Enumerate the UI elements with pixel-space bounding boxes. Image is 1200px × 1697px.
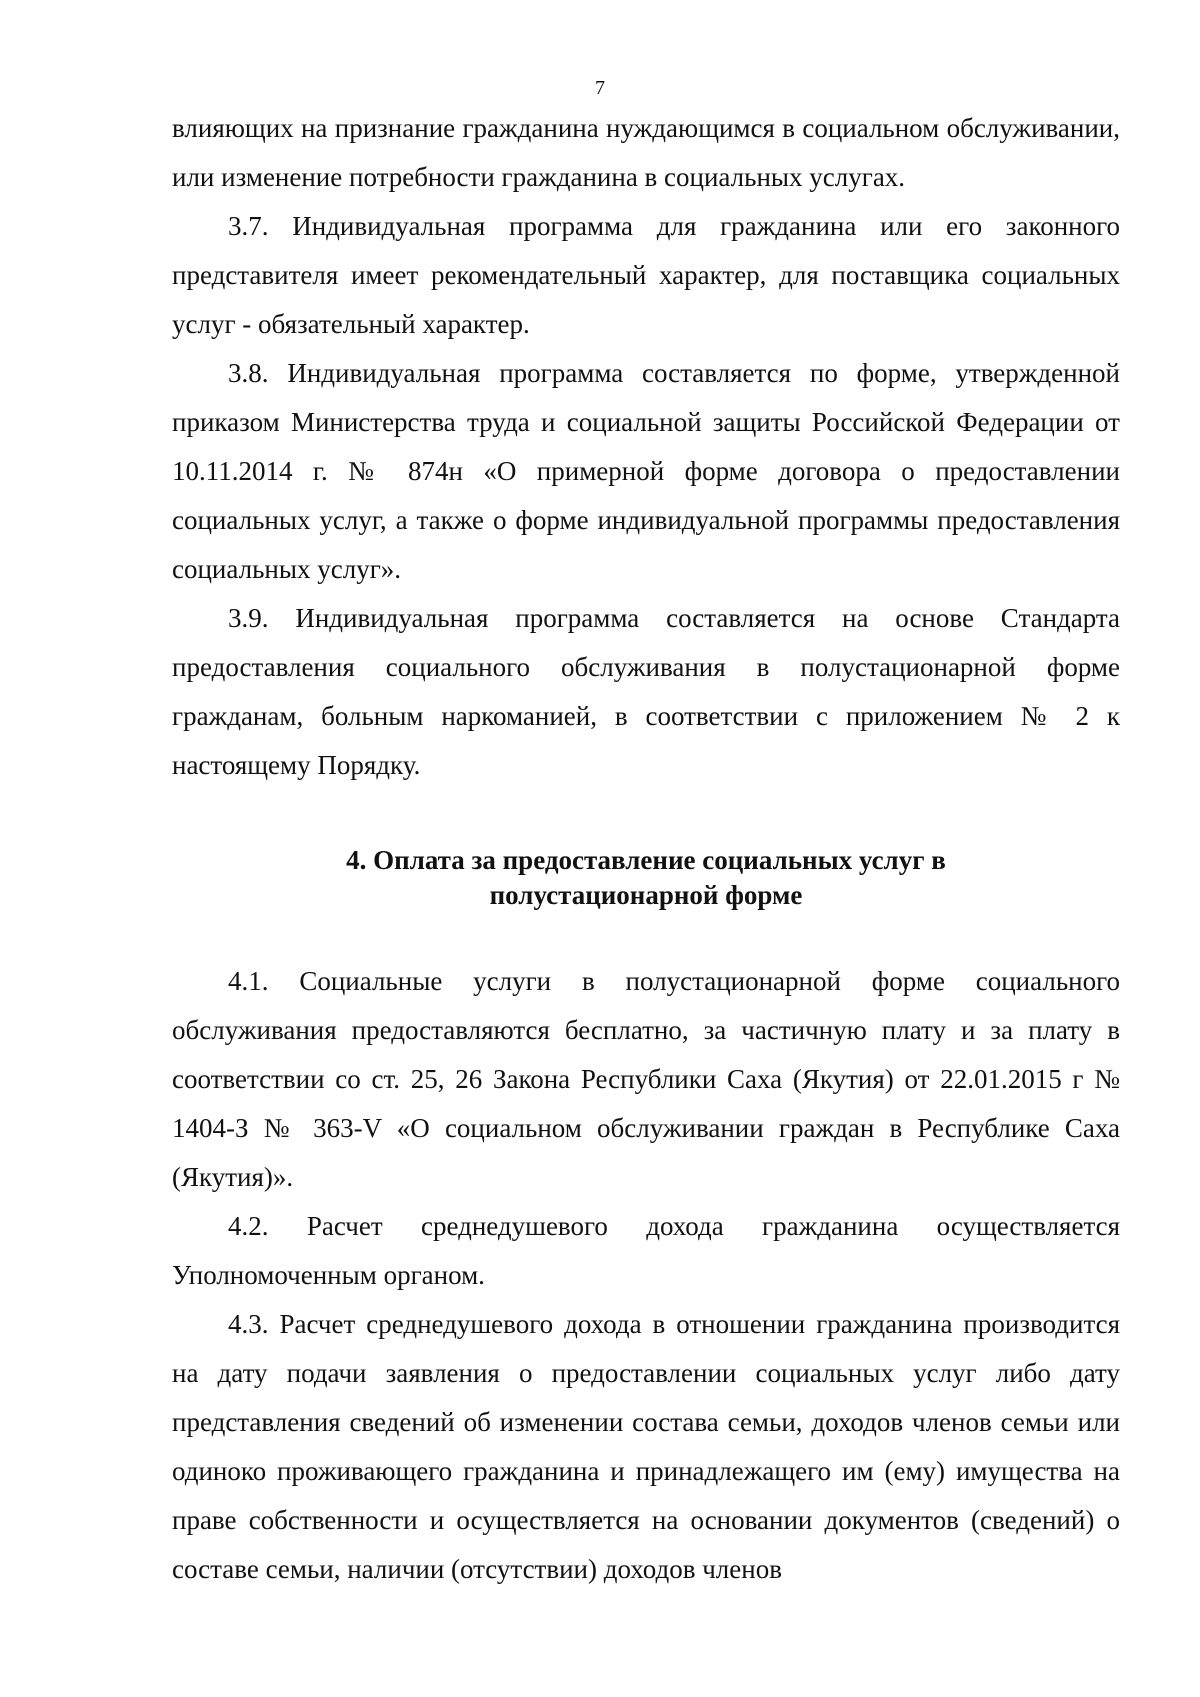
paragraph-4-2: 4.2. Расчет среднедушевого дохода гражданина осуществляется Уполномоченным органом. bbox=[172, 1211, 1120, 1290]
paragraph-3-8: 3.8. Индивидуальная программа составляется по форме, утвержденной приказом Министерства труда и социальной защиты Российской Федерации от 10.11.2014 г. № 874н «О примерной форме договора о предоставлении социальных услуг, а также о форме индивидуальной программы предоставления социальных услуг». bbox=[172, 358, 1120, 584]
section-4-heading-line-1: 4. Оплата за предоставление социальных услуг в bbox=[346, 845, 946, 875]
paragraph-3-9: 3.9. Индивидуальная программа составляется на основе Стандарта предоставления социального обслуживания в полустационарной форме гражданам, больным наркоманией, в соответствии с приложением № 2 к настоящему Порядку. bbox=[172, 603, 1120, 780]
paragraph-4-1: 4.1. Социальные услуги в полустационарной форме социального обслуживания предоставляются бесплатно, за частичную плату и за плату в соответствии со ст. 25, 26 Закона Республики Саха (Якутия) от 22.01.2015 г № 1404-З № 363-V «О социальном обслуживании граждан в Республике Саха (Якутия)». bbox=[172, 966, 1120, 1192]
paragraph-4-3: 4.3. Расчет среднедушевого дохода в отношении гражданина производится на дату подачи заявления о предоставлении социальных услуг либо дату представления сведений об изменении состава семьи, доходов членов семьи или одиноко проживающего гражданина и принадлежащего им (ему) имущества на праве собственности и осуществляется на основании документов (сведений) о составе семьи, наличии (отсутствии) доходов членов bbox=[172, 1309, 1120, 1584]
page-number: 7 bbox=[595, 77, 605, 99]
paragraph-3-7: 3.7. Индивидуальная программа для гражданина или его законного представителя имеет рекомендательный характер, для поставщика социальных услуг - обязательный характер. bbox=[172, 211, 1120, 339]
document-body bbox=[172, 104, 1120, 1594]
paragraph-continuation: влияющих на признание гражданина нуждающимся в социальном обслуживании, или изменение потребности гражданина в социальных услугах. bbox=[172, 113, 1120, 192]
section-4-heading-line-2: полустационарной форме bbox=[489, 880, 803, 910]
section-4-heading bbox=[172, 843, 1120, 913]
